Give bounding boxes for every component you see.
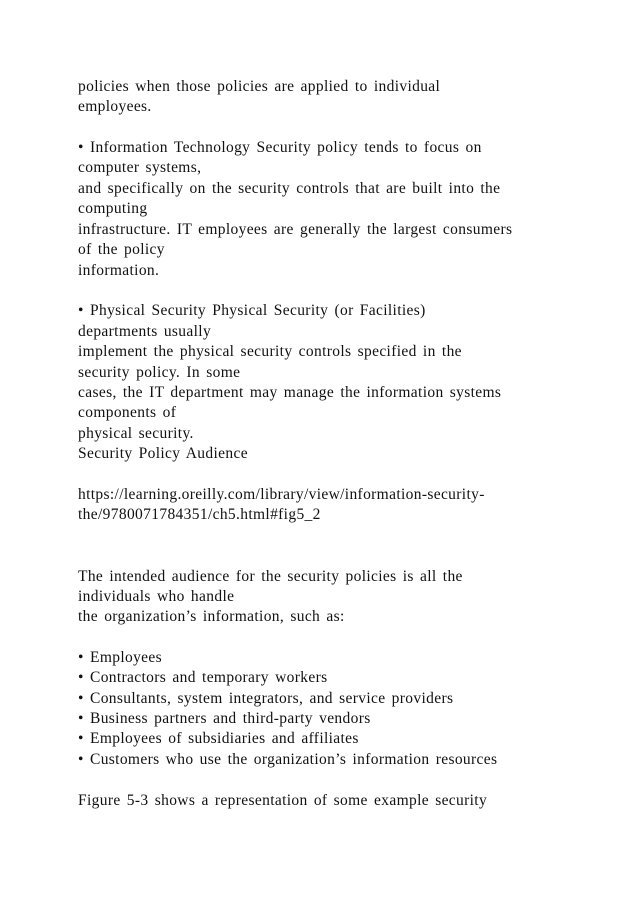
text-line: the organization’s information, such as: [78, 608, 345, 625]
text-line: components of [78, 404, 177, 421]
list-item: • Contractors and temporary workers [78, 669, 328, 686]
bullet-item: • Physical Security Physical Security (or Facilities) [78, 302, 426, 319]
text-line: employees. [78, 98, 152, 115]
url-line: https://learning.oreilly.com/library/view/information-security- [78, 486, 485, 503]
section-heading: Security Policy Audience [78, 445, 248, 462]
list-item: • Customers who use the organization’s information resources [78, 751, 498, 768]
text-line: implement the physical security controls specified in the [78, 343, 462, 360]
text-line: Figure 5-3 shows a representation of some example security [78, 792, 488, 809]
text-line: information. [78, 262, 160, 279]
text-line: physical security. [78, 425, 194, 442]
list-item: • Business partners and third-party vendors [78, 710, 371, 727]
text-line: departments usually [78, 323, 212, 340]
bullet-item: • Information Technology Security policy tends to focus on [78, 139, 482, 156]
text-line: infrastructure. IT employees are generally the largest consumers [78, 221, 513, 238]
text-line: of the policy [78, 241, 165, 258]
text-line: security policy. In some [78, 364, 241, 381]
text-line: individuals who handle [78, 588, 235, 605]
text-line: and specifically on the security controls that are built into the [78, 180, 501, 197]
text-line: computer systems, [78, 159, 202, 176]
text-line: computing [78, 200, 148, 217]
list-item: • Employees of subsidiaries and affiliates [78, 730, 359, 747]
text-line: The intended audience for the security policies is all the [78, 568, 463, 585]
text-line: cases, the IT department may manage the information systems [78, 384, 502, 401]
text-line: policies when those policies are applied to individual [78, 78, 441, 95]
list-item: • Consultants, system integrators, and service providers [78, 690, 454, 707]
url-line: the/9780071784351/ch5.html#fig5_2 [78, 506, 321, 523]
list-item: • Employees [78, 649, 163, 666]
